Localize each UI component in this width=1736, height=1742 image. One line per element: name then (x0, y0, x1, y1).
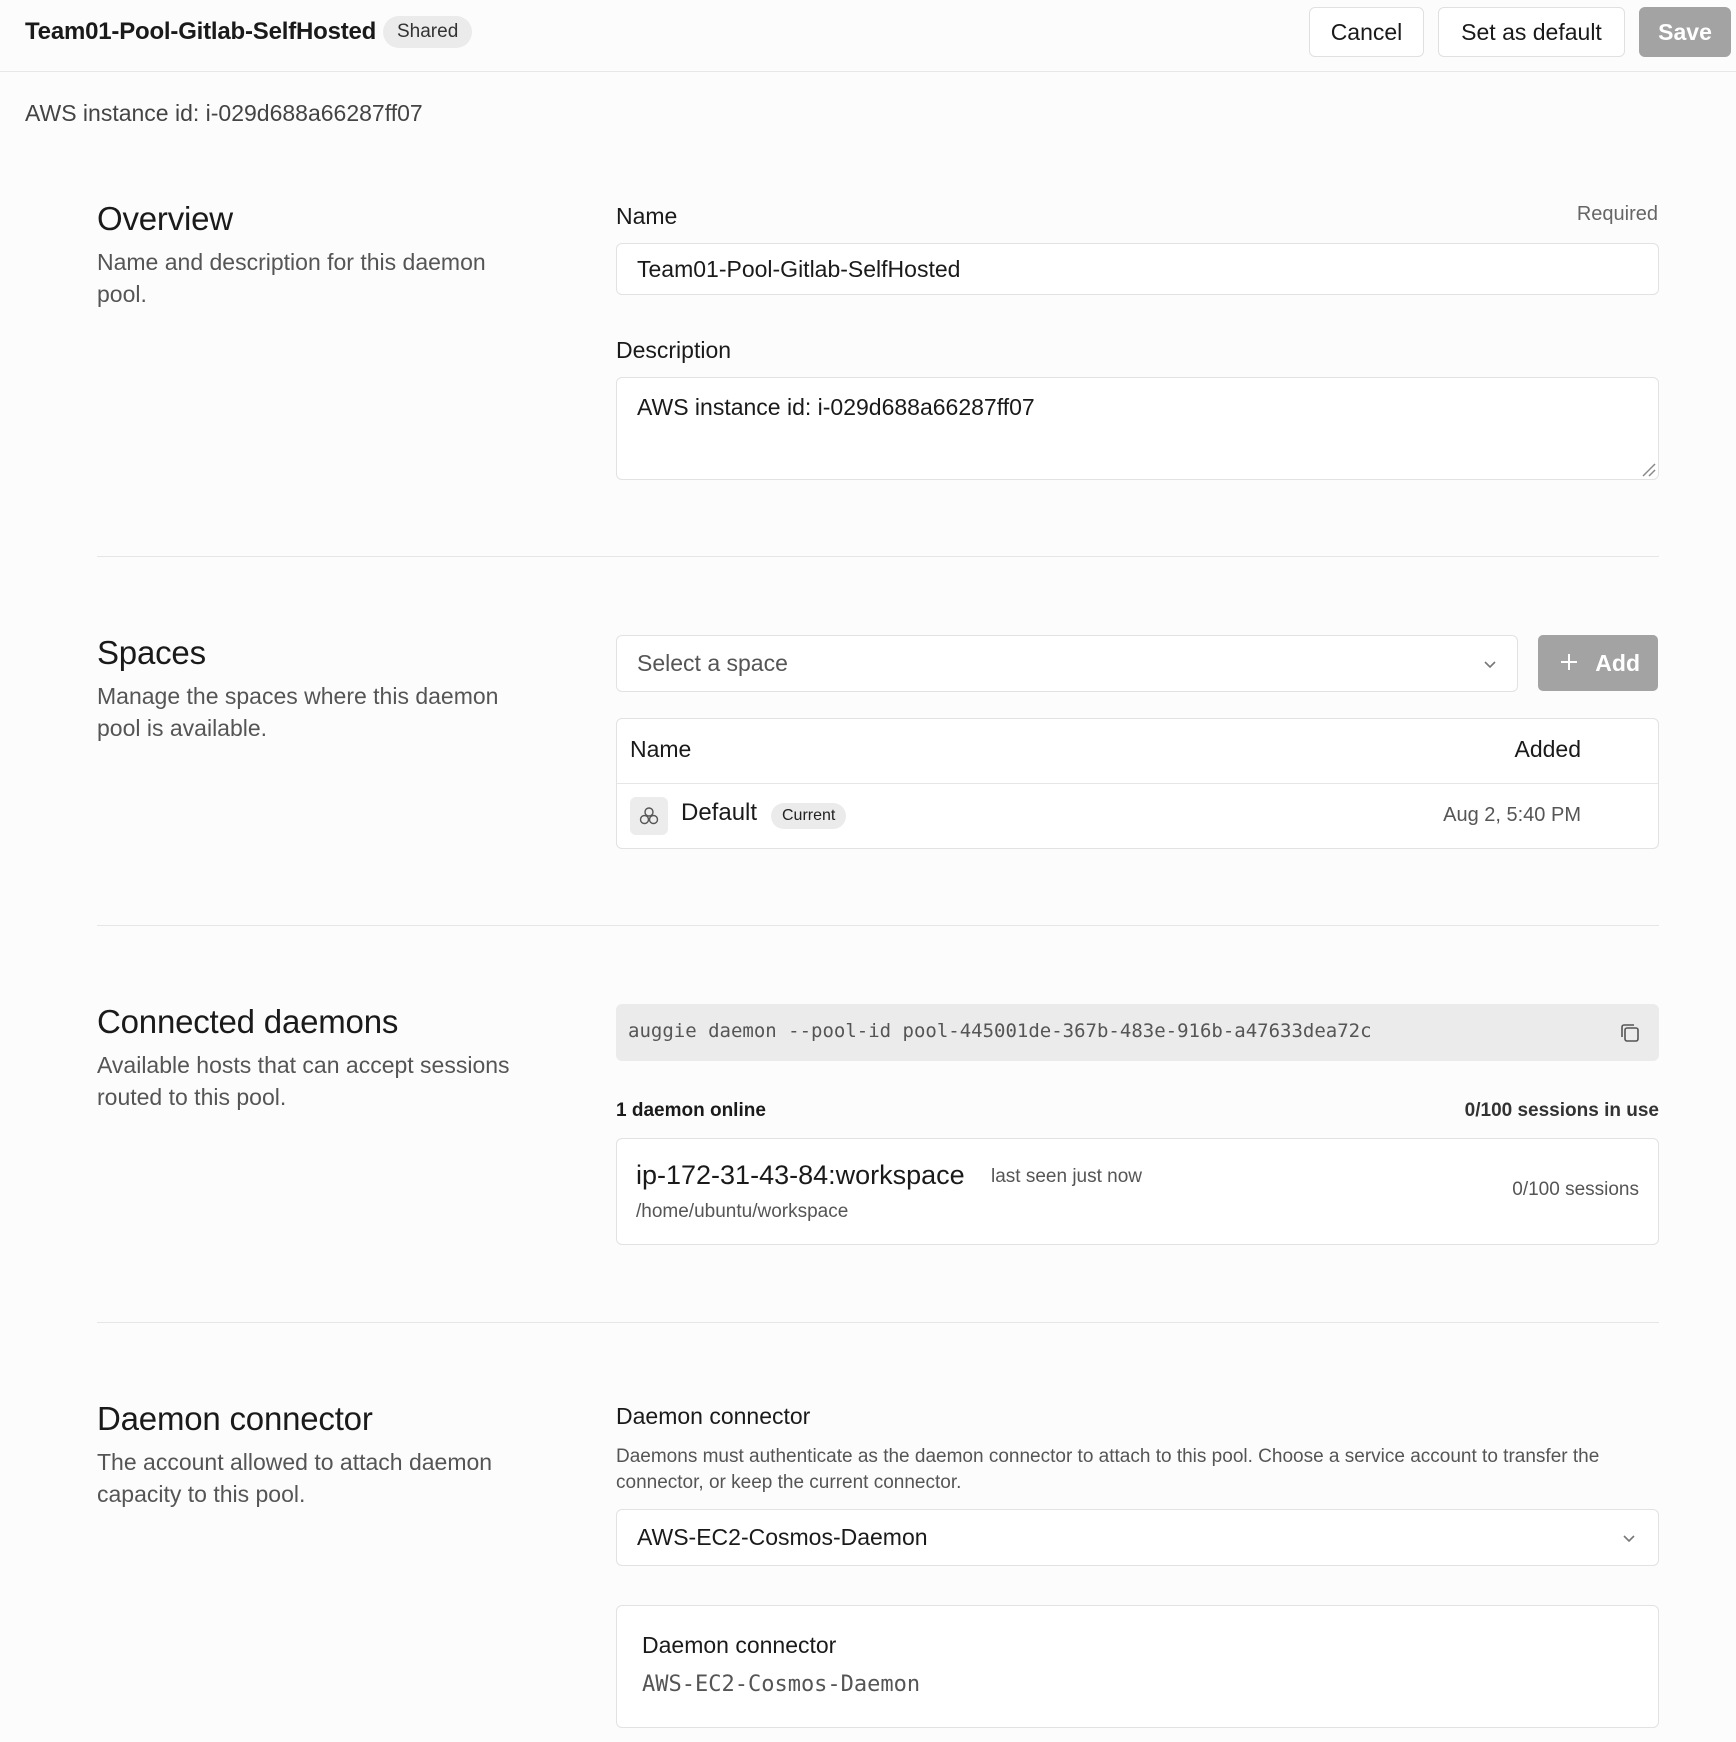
space-select[interactable] (616, 635, 1518, 692)
column-header-name: Name (630, 736, 692, 762)
connected-daemons-description: Available hosts that can accept sessions routed to this pool. (97, 1052, 510, 1110)
space-cluster-icon (630, 797, 668, 835)
daemon-last-seen: last seen just now (991, 1166, 1143, 1187)
daemon-connector-description: The account allowed to attach daemon capacity to this pool. (97, 1449, 493, 1507)
daemon-card (616, 1138, 1659, 1245)
daemon-command-box (616, 1004, 1659, 1061)
resize-handle-icon[interactable] (1640, 461, 1656, 477)
spaces-description: Manage the spaces where this daemon pool is available. (97, 683, 499, 741)
spaces-table (616, 718, 1659, 849)
daemon-connector-help: Daemons must authenticate as the daemon connector to attach to this pool. Choose a service account to transfer the connector, or keep the current connector. (616, 1446, 1600, 1493)
required-label: Required (1576, 203, 1658, 225)
daemon-sessions: 0/100 sessions (1512, 1179, 1639, 1200)
daemon-command: auggie daemon --pool-id pool-445001de-367b-483e-916b-a47633dea72c (628, 1020, 1372, 1042)
add-space-label: Add (1595, 650, 1640, 676)
name-input[interactable] (616, 243, 1659, 295)
daemon-connector-label: Daemon connector (616, 1403, 811, 1429)
plus-icon (1558, 651, 1580, 673)
daemon-connector-select[interactable] (616, 1509, 1659, 1566)
overview-title: Overview (97, 200, 233, 237)
daemon-online-count: 1 daemon online (616, 1100, 766, 1121)
description-textarea[interactable] (616, 377, 1659, 480)
description-textarea-value: AWS instance id: i-029d688a66287ff07 (637, 394, 1035, 420)
name-label: Name (616, 203, 678, 229)
name-input-value: Team01-Pool-Gitlab-SelfHosted (637, 256, 961, 282)
daemon-connector-title: Daemon connector (97, 1400, 373, 1437)
space-name: Default (681, 799, 758, 826)
connected-daemons-title: Connected daemons (97, 1003, 399, 1040)
section-divider (97, 1322, 1659, 1323)
space-added-date: Aug 2, 5:40 PM (1443, 804, 1581, 826)
daemon-connector-card-value: AWS-EC2-Cosmos-Daemon (642, 1672, 921, 1697)
section-divider (97, 925, 1659, 926)
top-bar (0, 0, 1736, 72)
section-divider (97, 556, 1659, 557)
current-badge: Current (771, 803, 846, 829)
pool-subtitle: AWS instance id: i-029d688a66287ff07 (25, 100, 423, 126)
set-as-default-button[interactable]: Set as default (1438, 7, 1625, 57)
daemon-path: /home/ubuntu/workspace (636, 1201, 849, 1222)
chevron-down-icon (1620, 1529, 1638, 1547)
add-space-button[interactable] (1538, 635, 1658, 691)
cancel-button[interactable]: Cancel (1309, 7, 1424, 57)
daemon-host: ip-172-31-43-84:workspace (636, 1160, 965, 1190)
table-row-divider (617, 783, 1658, 784)
daemon-connector-selected: AWS-EC2-Cosmos-Daemon (637, 1524, 928, 1550)
overview-description: Name and description for this daemon pool. (97, 249, 486, 307)
description-label: Description (616, 337, 732, 363)
column-header-added: Added (1514, 736, 1581, 762)
daemon-connector-card-label: Daemon connector (642, 1632, 837, 1658)
pool-title: Team01-Pool-Gitlab-SelfHosted (25, 18, 377, 45)
copy-icon[interactable] (1618, 1021, 1642, 1045)
chevron-down-icon (1481, 655, 1499, 673)
space-select-placeholder: Select a space (637, 650, 788, 676)
daemon-connector-card (616, 1605, 1659, 1728)
save-button[interactable]: Save (1639, 7, 1731, 57)
sessions-in-use: 0/100 sessions in use (1464, 1100, 1659, 1121)
spaces-title: Spaces (97, 634, 206, 671)
shared-badge: Shared (383, 16, 472, 48)
